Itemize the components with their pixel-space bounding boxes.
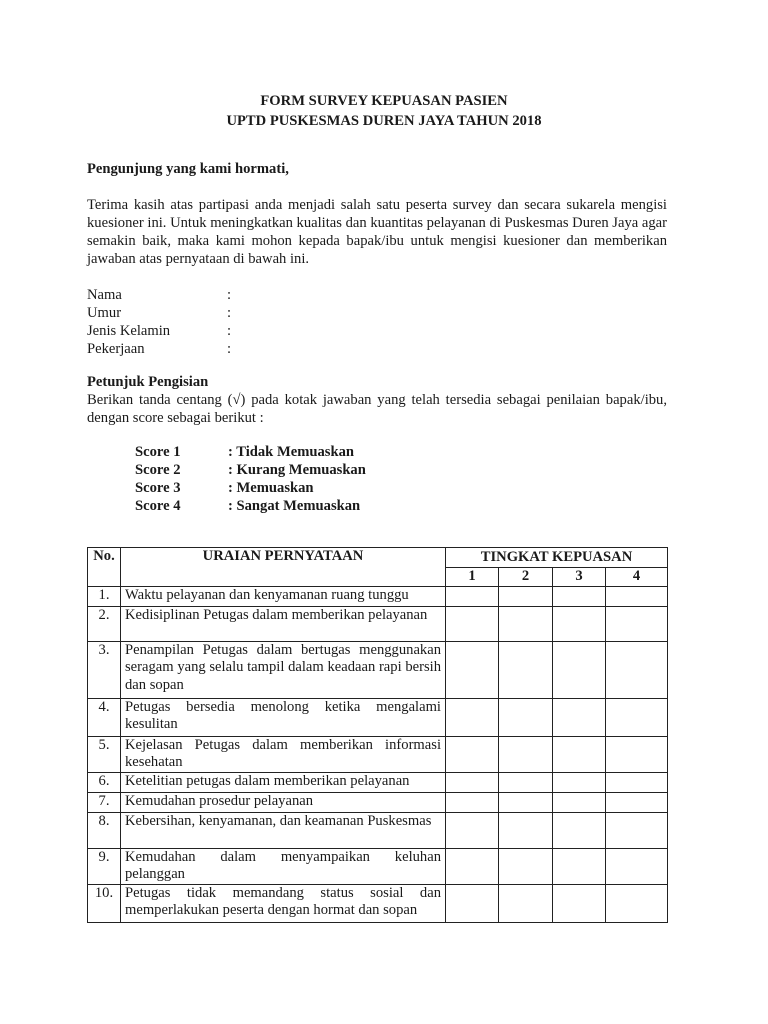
form-title: FORM SURVEY KEPUASAN PASIEN (260, 93, 508, 109)
field-pekerjaan[interactable] (87, 340, 231, 358)
answer-checkbox-score-4[interactable] (606, 792, 668, 812)
score-item (135, 443, 354, 461)
answer-checkbox-score-4[interactable] (606, 884, 668, 922)
table-row (88, 792, 668, 812)
field-label: Umur (87, 305, 122, 321)
answer-checkbox-score-3[interactable] (553, 812, 606, 848)
score-value: : Sangat Memuaskan (228, 498, 361, 514)
score-label: Score 2 (135, 462, 181, 478)
header-score-1: 1 (446, 568, 499, 587)
header-statement: URAIAN PERNYATAAN (121, 548, 446, 587)
table-row (88, 736, 668, 772)
row-number: 2. (88, 606, 121, 641)
answer-checkbox-score-2[interactable] (499, 586, 553, 606)
field-nama[interactable] (87, 286, 231, 304)
answer-checkbox-score-2[interactable] (499, 812, 553, 848)
answer-checkbox-score-3[interactable] (553, 641, 606, 698)
table-row (88, 848, 668, 884)
answer-checkbox-score-1[interactable] (446, 641, 499, 698)
row-statement: Ketelitian petugas dalam memberikan pelayanan (121, 772, 446, 792)
row-statement: Kebersihan, kenyamanan, dan keamanan Puskesmas (121, 812, 446, 848)
answer-checkbox-score-3[interactable] (553, 736, 606, 772)
row-statement: Kedisiplinan Petugas dalam memberikan pelayanan (121, 606, 446, 641)
field-label: Jenis Kelamin (87, 323, 171, 339)
row-number: 1. (88, 586, 121, 606)
row-statement: Penampilan Petugas dalam bertugas menggunakan seragam yang selalu tampil dalam keadaan rapi bersih dan sopan (121, 641, 446, 698)
greeting: Pengunjung yang kami hormati, (87, 161, 289, 177)
row-number: 6. (88, 772, 121, 792)
answer-checkbox-score-2[interactable] (499, 848, 553, 884)
answer-checkbox-score-4[interactable] (606, 698, 668, 736)
answer-checkbox-score-4[interactable] (606, 736, 668, 772)
answer-checkbox-score-1[interactable] (446, 848, 499, 884)
row-number: 9. (88, 848, 121, 884)
row-number: 8. (88, 812, 121, 848)
score-item (135, 461, 366, 479)
field-separator: : (227, 287, 232, 303)
answer-checkbox-score-4[interactable] (606, 772, 668, 792)
header-score-2: 2 (499, 568, 553, 587)
row-statement: Waktu pelayanan dan kenyamanan ruang tunggu (121, 586, 446, 606)
instructions-text: Berikan tanda centang (√) pada kotak jawaban yang telah tersedia sebagai penilaian bapak/ibu, dengan score sebagai berikut : (87, 392, 667, 426)
answer-checkbox-score-1[interactable] (446, 698, 499, 736)
form-subtitle: UPTD PUSKESMAS DUREN JAYA TAHUN 2018 (226, 113, 542, 129)
header-no: No. (88, 548, 121, 587)
header-score-3: 3 (553, 568, 606, 587)
answer-checkbox-score-2[interactable] (499, 641, 553, 698)
answer-checkbox-score-1[interactable] (446, 606, 499, 641)
table-row (88, 884, 668, 922)
field-jenis-kelamin[interactable] (87, 322, 231, 340)
row-statement: Kejelasan Petugas dalam memberikan informasi kesehatan (121, 736, 446, 772)
row-number: 7. (88, 792, 121, 812)
score-value: : Kurang Memuaskan (228, 462, 366, 478)
table-row (88, 606, 668, 641)
table-row (88, 698, 668, 736)
field-label: Nama (87, 287, 122, 303)
field-umur[interactable] (87, 304, 231, 322)
row-number: 5. (88, 736, 121, 772)
field-separator: : (227, 305, 232, 321)
answer-checkbox-score-3[interactable] (553, 586, 606, 606)
answer-checkbox-score-4[interactable] (606, 606, 668, 641)
answer-checkbox-score-1[interactable] (446, 884, 499, 922)
score-value: : Memuaskan (228, 480, 314, 496)
answer-checkbox-score-3[interactable] (553, 772, 606, 792)
field-separator: : (227, 341, 232, 357)
table-row (88, 586, 668, 606)
answer-checkbox-score-3[interactable] (553, 792, 606, 812)
score-item (135, 497, 360, 515)
header-score-4: 4 (606, 568, 668, 587)
row-statement: Petugas tidak memandang status sosial dan memperlakukan peserta dengan hormat dan sopan (121, 884, 446, 922)
answer-checkbox-score-1[interactable] (446, 792, 499, 812)
answer-checkbox-score-4[interactable] (606, 848, 668, 884)
answer-checkbox-score-3[interactable] (553, 848, 606, 884)
answer-checkbox-score-3[interactable] (553, 884, 606, 922)
answer-checkbox-score-1[interactable] (446, 586, 499, 606)
instructions-heading: Petunjuk Pengisian (87, 374, 209, 390)
table-row (88, 772, 668, 792)
answer-checkbox-score-3[interactable] (553, 606, 606, 641)
survey-table (87, 547, 668, 923)
row-number: 10. (88, 884, 121, 922)
answer-checkbox-score-2[interactable] (499, 606, 553, 641)
answer-checkbox-score-4[interactable] (606, 812, 668, 848)
row-statement: Petugas bersedia menolong ketika mengalami kesulitan (121, 698, 446, 736)
row-statement: Kemudahan dalam menyampaikan keluhan pelanggan (121, 848, 446, 884)
score-label: Score 1 (135, 444, 181, 460)
answer-checkbox-score-4[interactable] (606, 641, 668, 698)
answer-checkbox-score-4[interactable] (606, 586, 668, 606)
answer-checkbox-score-1[interactable] (446, 772, 499, 792)
answer-checkbox-score-2[interactable] (499, 698, 553, 736)
answer-checkbox-score-2[interactable] (499, 772, 553, 792)
intro-paragraph: Terima kasih atas partipasi anda menjadi salah satu peserta survey dan secara sukarela mengisi kuesioner ini. Untuk meningkatkan kualitas dan kuantitas pelayanan di Puskesmas Duren Jaya agar semakin baik, maka kami mohon kepada bapak/ibu untuk mengisi kuesioner dan memberikan jawaban atas pernyataan di bawah ini. (87, 197, 667, 267)
table-row (88, 641, 668, 698)
row-number: 4. (88, 698, 121, 736)
answer-checkbox-score-1[interactable] (446, 812, 499, 848)
field-separator: : (227, 323, 232, 339)
score-label: Score 3 (135, 480, 181, 496)
score-label: Score 4 (135, 498, 181, 514)
answer-checkbox-score-2[interactable] (499, 884, 553, 922)
answer-checkbox-score-1[interactable] (446, 736, 499, 772)
score-value: : Tidak Memuaskan (228, 444, 354, 460)
answer-checkbox-score-2[interactable] (499, 792, 553, 812)
answer-checkbox-score-2[interactable] (499, 736, 553, 772)
header-satisfaction-level: TINGKAT KEPUASAN (446, 548, 668, 568)
answer-checkbox-score-3[interactable] (553, 698, 606, 736)
score-item (135, 479, 314, 497)
row-statement: Kemudahan prosedur pelayanan (121, 792, 446, 812)
field-label: Pekerjaan (87, 341, 145, 357)
row-number: 3. (88, 641, 121, 698)
table-row (88, 812, 668, 848)
